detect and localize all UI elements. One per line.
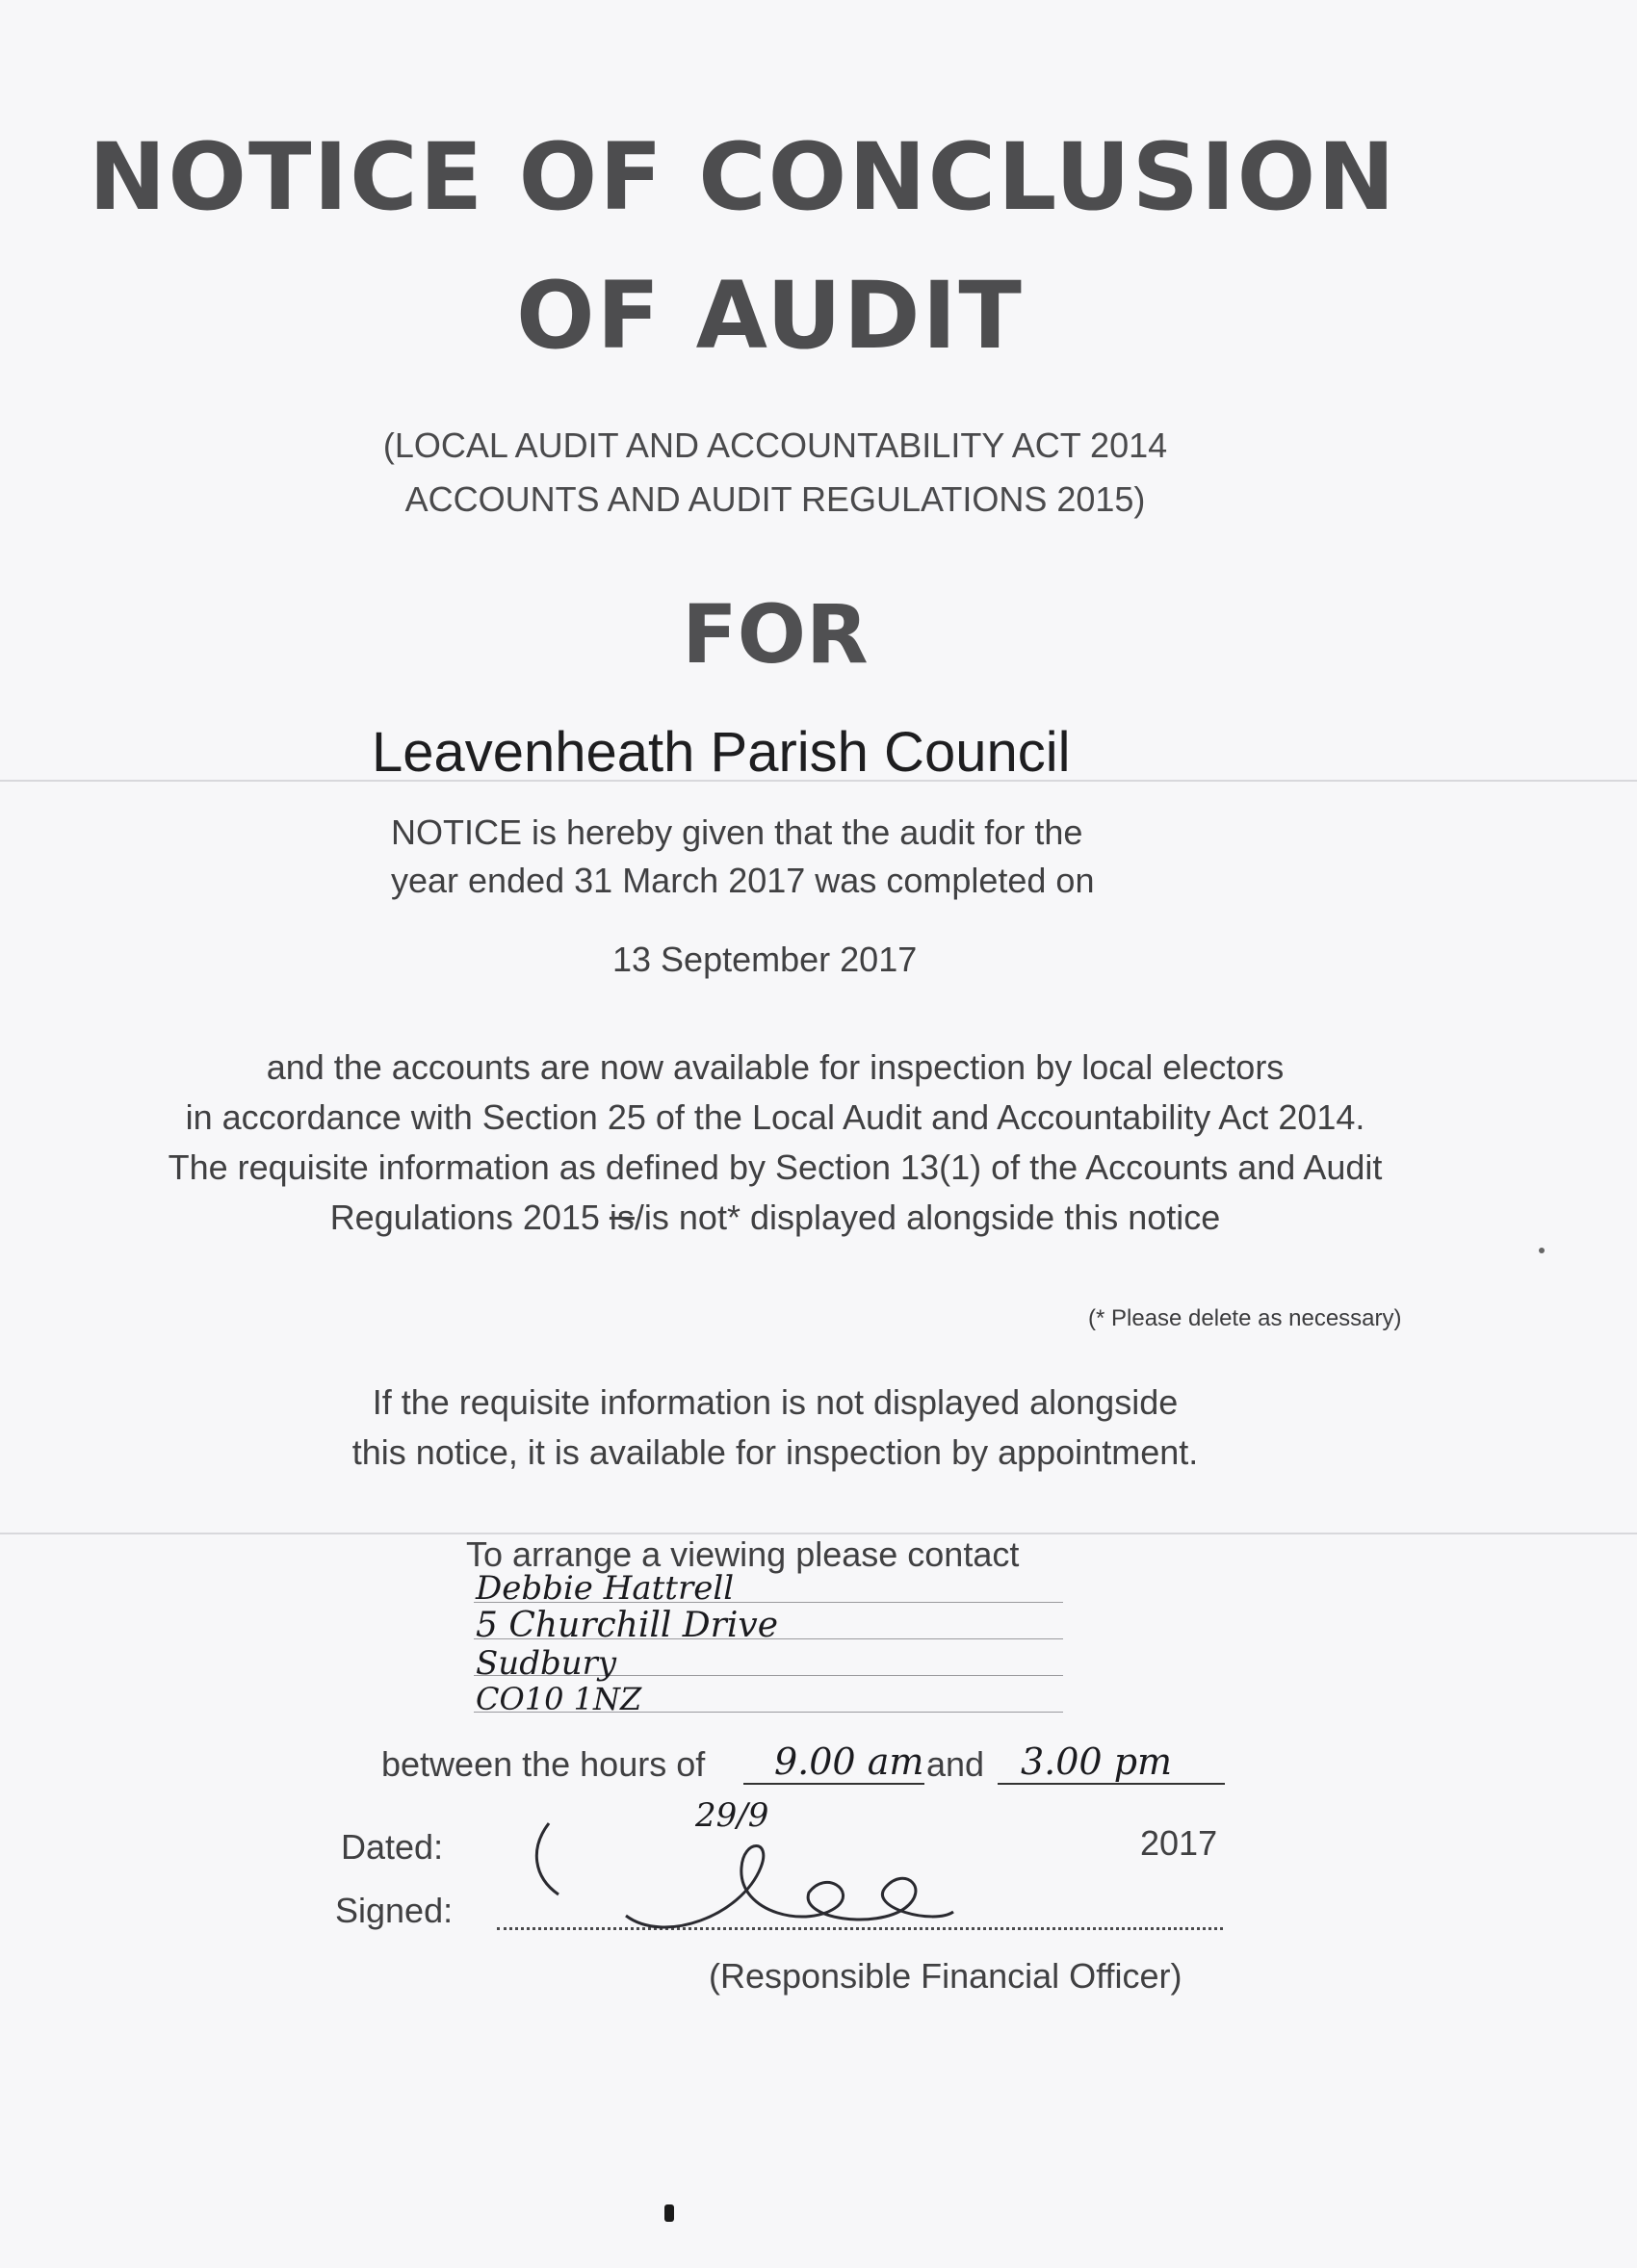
ink-speck: [664, 2204, 674, 2222]
signed-role: (Responsible Financial Officer): [709, 1956, 1182, 1996]
signature-mark: [520, 1800, 982, 1935]
paragraph-line-2: in accordance with Section 25 of the Local Audit and Accountability Act 2014.: [185, 1097, 1365, 1137]
legislation-line-2: ACCOUNTS AND AUDIT REGULATIONS 2015): [404, 479, 1146, 519]
paragraph-line-1: and the accounts are now available for inspection by local electors: [266, 1047, 1285, 1087]
appointment-line-1: If the requisite information is not displayed alongside: [372, 1382, 1179, 1422]
dated-label: Dated:: [341, 1827, 444, 1867]
notice-line-2: year ended 31 March 2017 was completed on: [391, 861, 1095, 900]
for-label: FOR: [682, 587, 869, 682]
council-name: Leavenheath Parish Council: [372, 721, 1071, 784]
notice-line-1: NOTICE is hereby given that the audit for the: [391, 812, 1083, 852]
hours-from-line: [743, 1783, 924, 1785]
dated-year: 2017: [1140, 1823, 1218, 1863]
signed-label: Signed:: [335, 1891, 454, 1930]
delete-note: (* Please delete as necessary): [1088, 1305, 1402, 1331]
hours-and-label: and: [926, 1744, 985, 1784]
struck-option: is: [609, 1198, 635, 1237]
hours-to-line: [998, 1783, 1225, 1785]
contact-intro: To arrange a viewing please contact: [466, 1534, 1020, 1574]
hours-to: 3.00 pm: [1021, 1740, 1173, 1783]
paragraph-line-3: The requisite information as defined by Section 13(1) of the Accounts and Audit: [168, 1147, 1383, 1187]
legislation-line-1: (LOCAL AUDIT AND ACCOUNTABILITY ACT 2014: [382, 425, 1168, 465]
title-line-1: NOTICE OF CONCLUSION: [89, 123, 1397, 231]
dated-day-month: 29/9: [695, 1796, 769, 1835]
paragraph-line-4-start: Regulations 2015: [329, 1198, 610, 1237]
contact-postcode: CO10 1NZ: [476, 1681, 642, 1717]
completion-date: 13 September 2017: [612, 940, 918, 979]
contact-address-1: 5 Churchill Drive: [476, 1606, 779, 1645]
hours-from: 9.00 am: [774, 1740, 924, 1783]
title-line-2: OF AUDIT: [516, 262, 1024, 370]
contact-address-2: Sudbury: [476, 1644, 617, 1683]
contact-name: Debbie Hattrell: [476, 1569, 735, 1608]
paragraph-line-4-end: /is not* displayed alongside this notice: [634, 1198, 1221, 1237]
ink-speck: [1539, 1248, 1545, 1253]
hours-label: between the hours of: [381, 1744, 706, 1784]
paragraph-line-4: [0, 1192, 1550, 1244]
appointment-line-2: this notice, it is available for inspection by appointment.: [351, 1432, 1199, 1472]
